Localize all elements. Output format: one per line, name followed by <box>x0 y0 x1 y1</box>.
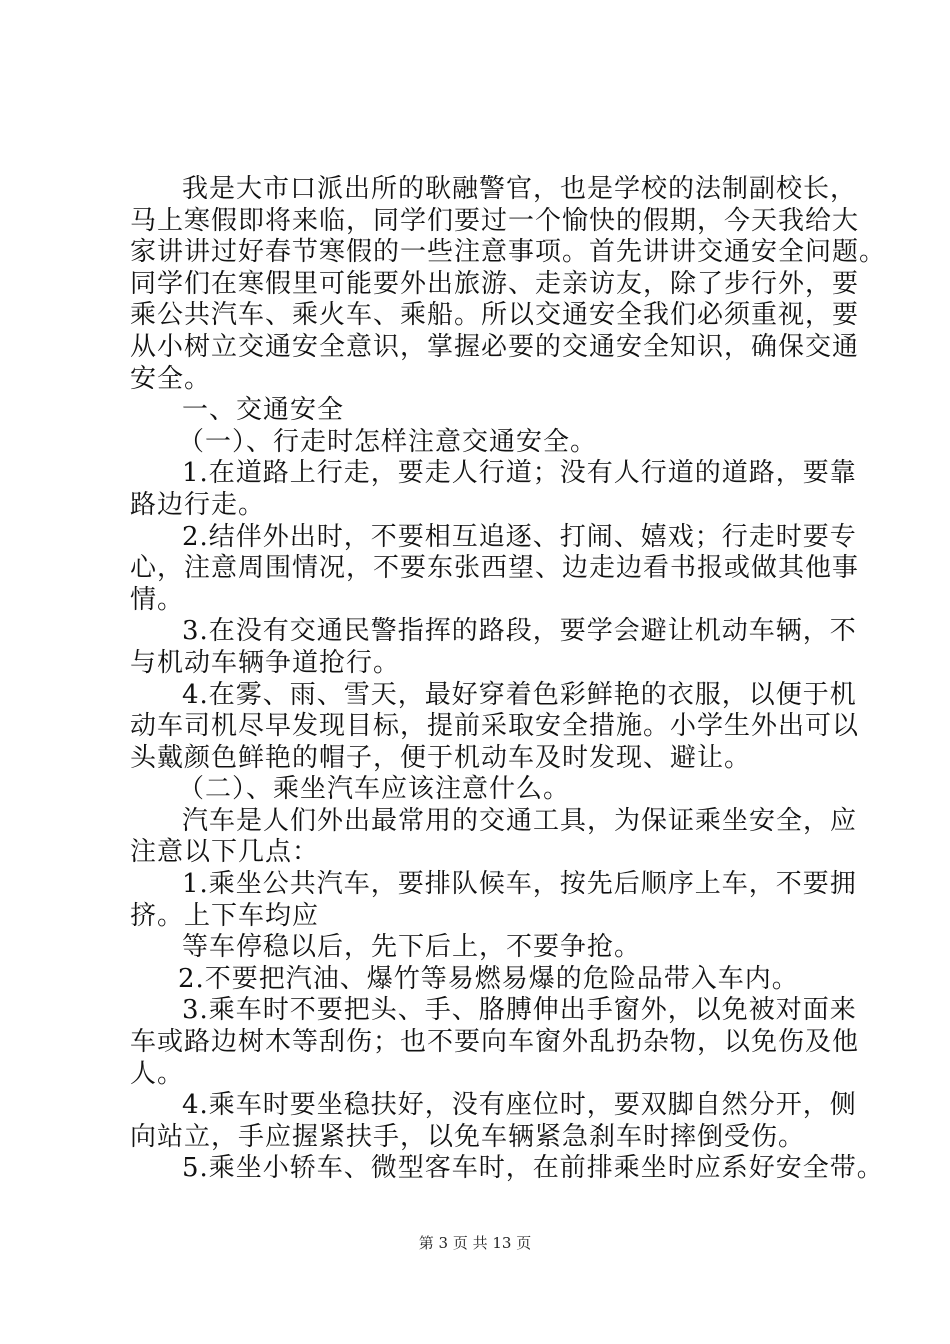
text-line: 安全。 <box>130 363 212 394</box>
text-line: 注意以下几点： <box>130 837 320 868</box>
text-line: 汽车是人们外出最常用的交通工具，为保证乘坐安全，应 <box>182 805 858 836</box>
text-line: 动车司机尽早发现目标，提前采取安全措施。小学生外出可以 <box>130 711 860 742</box>
text-line: 马上寒假即将来临，同学们要过一个愉快的假期，今天我给大 <box>130 205 860 236</box>
text-line: 乘公共汽车、乘火车、乘船。所以交通安全我们必须重视，要 <box>130 300 860 331</box>
subsection-heading: （二）、乘坐汽车应该注意什么。 <box>178 774 571 805</box>
text-line: 5.乘坐小轿车、微型客车时，在前排乘坐时应系好安全带。 <box>182 1153 884 1184</box>
text-line: 从小树立交通安全意识，掌握必要的交通安全知识，确保交通 <box>130 331 860 362</box>
text-line: 2.结伴外出时，不要相互追逐、打闹、嬉戏；行走时要专 <box>182 521 857 552</box>
text-line: 路边行走。 <box>130 489 266 520</box>
text-line: 1.乘坐公共汽车，要排队候车，按先后顺序上车，不要拥 <box>182 869 857 900</box>
text-line: 车或路边树木等刮伤；也不要向车窗外乱扔杂物，以免伤及他 <box>130 1027 860 1058</box>
text-line: 4.在雾、雨、雪天，最好穿着色彩鲜艳的衣服，以便于机 <box>182 679 857 710</box>
page-number-footer: 第 3 页 共 13 页 <box>418 1234 532 1252</box>
text-line: 情。 <box>130 584 185 615</box>
text-line: 与机动车辆争道抢行。 <box>130 647 401 678</box>
text-line: 头戴颜色鲜艳的帽子，便于机动车及时发现、避让。 <box>130 742 752 773</box>
text-line: 3.在没有交通民警指挥的路段，要学会避让机动车辆，不 <box>182 616 857 647</box>
text-line: 向站立，手应握紧扶手，以免车辆紧急刹车时摔倒受伤。 <box>130 1121 806 1152</box>
text-line: 4.乘车时要坐稳扶好，没有座位时，要双脚自然分开，侧 <box>182 1090 857 1121</box>
text-line: 等车停稳以后，先下后上，不要争抢。 <box>182 932 642 963</box>
subsection-heading: （一）、行走时怎样注意交通安全。 <box>178 426 598 457</box>
document-body <box>130 174 887 1185</box>
text-line: 同学们在寒假里可能要外出旅游、走亲访友，除了步行外，要 <box>130 268 860 299</box>
text-line: 我是大市口派出所的耿融警官，也是学校的法制副校长， <box>182 174 858 204</box>
text-line: 1.在道路上行走，要走人行道；没有人行道的道路，要靠 <box>182 458 857 489</box>
text-line: 3.乘车时不要把头、手、胳膊伸出手窗外，以免被对面来 <box>182 995 857 1026</box>
text-line: 心，注意周围情况，不要东张西望、边走边看书报或做其他事 <box>130 553 860 584</box>
text-line: 挤。上下车均应 <box>130 900 320 931</box>
text-line: 人。 <box>130 1058 185 1089</box>
section-heading: 一、交通安全 <box>182 395 345 426</box>
text-line: 家讲讲过好春节寒假的一些注意事项。首先讲讲交通安全问题。 <box>130 237 887 268</box>
text-line: 2.不要把汽油、爆竹等易燃易爆的危险品带入车内。 <box>178 963 799 994</box>
